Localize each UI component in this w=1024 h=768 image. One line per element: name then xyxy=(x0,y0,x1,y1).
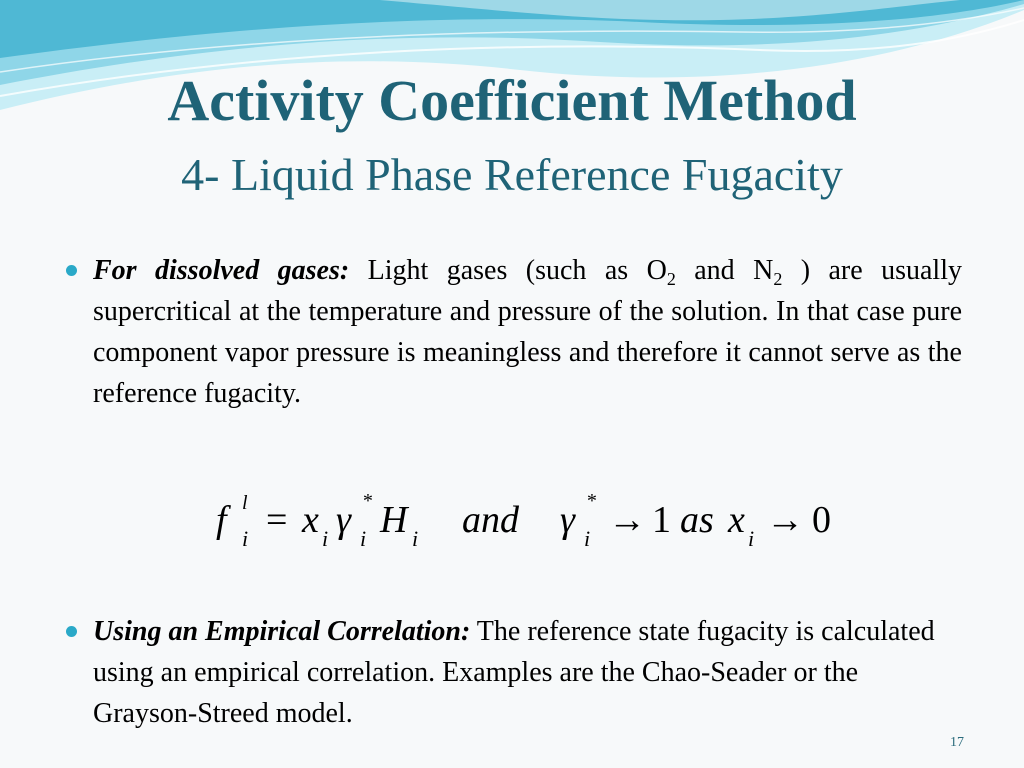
formula-gamma: γ xyxy=(560,499,575,541)
formula-superscript: * xyxy=(586,490,596,512)
bullet-dot-icon xyxy=(66,265,77,276)
formula-superscript: * xyxy=(362,490,372,512)
formula-gamma: γ xyxy=(336,499,351,541)
subscript: 2 xyxy=(666,269,676,289)
bullet-empirical-correlation xyxy=(93,611,953,734)
formula-zero: 0 xyxy=(812,499,831,541)
formula-x: x xyxy=(302,499,319,541)
bullet-lead: Using an Empirical Correlation: xyxy=(93,616,471,647)
formula-subscript: i xyxy=(412,526,419,551)
formula-arrow: → xyxy=(766,499,804,541)
subscript: 2 xyxy=(773,269,783,289)
formula-f: f xyxy=(216,499,227,541)
formula-subscript: i xyxy=(584,526,591,551)
page-number: 17 xyxy=(950,735,964,750)
bullet-text: ) are usually supercritical at the temperature and pressure of the solution. In that case pure component vapor pressure is meaningless and therefore it cannot serve as the reference fugacity. xyxy=(93,255,962,409)
bullet-text: The reference state fugacity is calculated using an empirical correlation. Examples are the Chao-Seader or the Grayson-Streed model. xyxy=(93,616,935,729)
formula-subscript: i xyxy=(242,526,249,551)
bullet-text: and N xyxy=(675,255,774,286)
formula-subscript: i xyxy=(748,526,755,551)
formula-arrow: → xyxy=(608,499,646,541)
formula-H: H xyxy=(380,499,408,541)
formula-subscript: i xyxy=(322,526,329,551)
formula-superscript: l xyxy=(242,492,248,514)
bullet-text: Light gases (such as O xyxy=(349,255,667,286)
bullet-dissolved-gases xyxy=(93,250,962,414)
bullet-dot-icon xyxy=(66,626,77,637)
formula-as: as xyxy=(680,499,714,541)
fugacity-formula xyxy=(216,490,856,560)
formula-equals: = xyxy=(266,499,288,541)
slide-title: Activity Coefficient Method xyxy=(167,68,857,133)
formula-x: x xyxy=(728,499,745,541)
bullet-lead: For dissolved gases: xyxy=(93,255,350,286)
formula-and: and xyxy=(462,499,519,541)
slide-subtitle: 4- Liquid Phase Reference Fugacity xyxy=(181,149,843,200)
formula-subscript: i xyxy=(360,526,367,551)
formula-one: 1 xyxy=(652,499,671,541)
